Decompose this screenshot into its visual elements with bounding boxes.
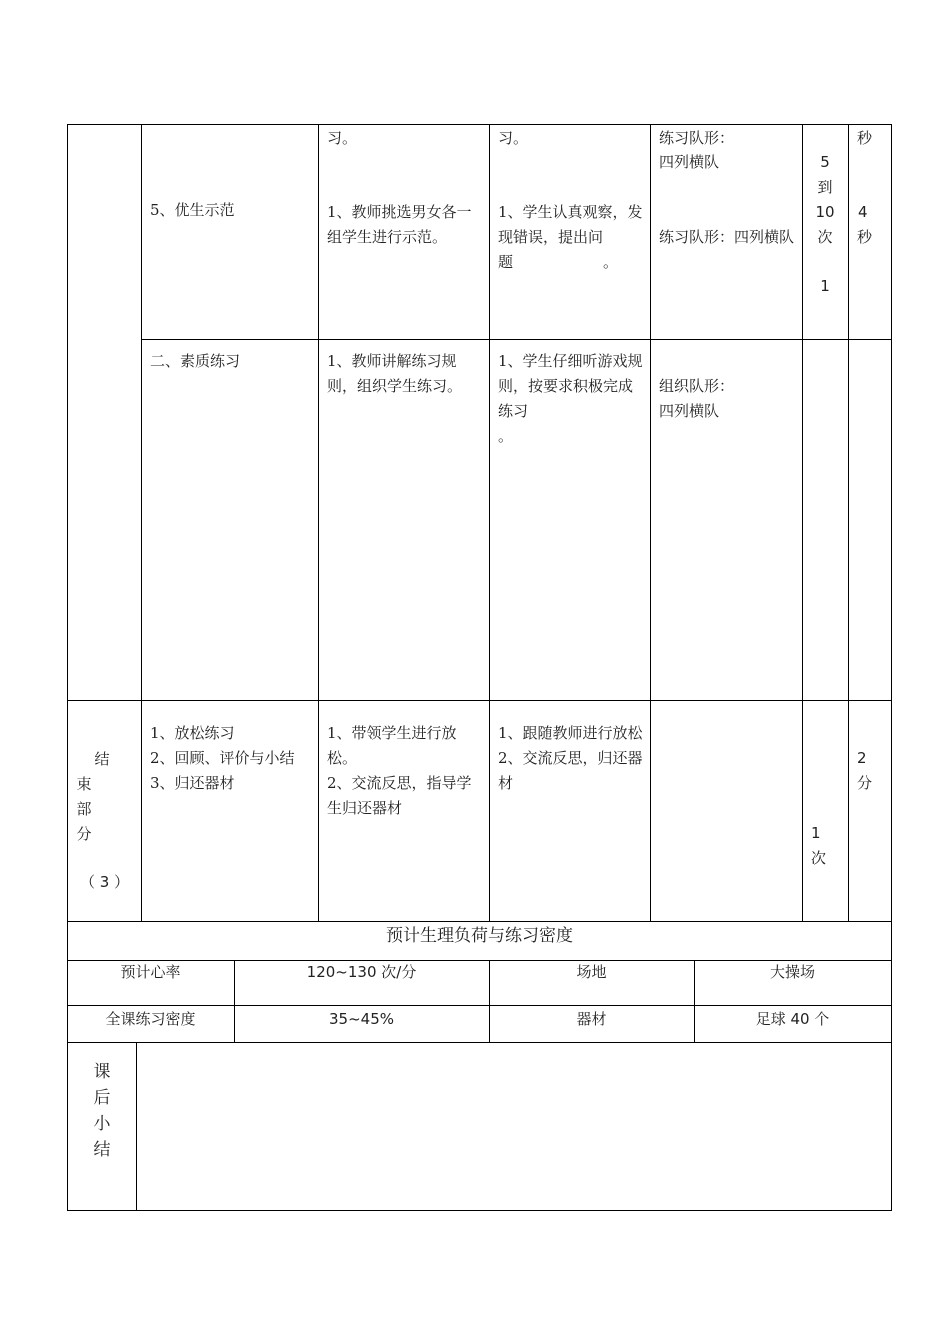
row2-formation-value: 四列横队 bbox=[659, 402, 720, 420]
load-table-title: 预计生理负荷与练习密度 bbox=[386, 926, 573, 946]
col-divider-6 bbox=[848, 124, 849, 921]
row3-count-b: 次 bbox=[811, 849, 827, 867]
row1-count-d: 次 bbox=[817, 228, 833, 246]
row1-formation: 练习队形：四列横队 bbox=[659, 228, 795, 246]
table-top-border bbox=[67, 124, 892, 125]
section-time: （ 3 ） bbox=[80, 873, 130, 891]
row1-teacher-top: 习。 bbox=[327, 129, 358, 147]
row2-student-end: 。 bbox=[498, 427, 514, 445]
row1-formation-top-value: 四列横队 bbox=[659, 153, 720, 171]
row2-bottom-border bbox=[67, 700, 892, 701]
row3-student: 1、跟随教师进行放松 2、交流反思，归还器材 bbox=[498, 724, 643, 792]
row2-student: 1、学生仔细听游戏规则，按要求积极完成练习 bbox=[498, 352, 643, 420]
row1-student: 1、学生认真观察，发现错误，提出问题 。 bbox=[498, 203, 643, 271]
venue-value: 大操场 bbox=[769, 963, 815, 981]
row1-teacher: 1、教师挑选男女各一组学生进行示范。 bbox=[327, 203, 472, 246]
section-char-2: 束 bbox=[76, 775, 92, 793]
row3-count-a: 1 bbox=[811, 824, 821, 842]
equipment-value: 足球 40 个 bbox=[755, 1010, 830, 1028]
section-char-1: 结 bbox=[94, 750, 110, 768]
row2-teacher: 1、教师讲解练习规则，组织学生练习。 bbox=[327, 352, 463, 395]
row1-time-a: 秒 bbox=[857, 129, 873, 147]
row2-formation-label: 组织队形： bbox=[659, 377, 735, 395]
heart-rate-value: 120~130 次/分 bbox=[306, 963, 417, 981]
col-divider-1 bbox=[141, 124, 142, 921]
row1-count-e: 1 bbox=[820, 277, 830, 295]
equipment-label: 器材 bbox=[576, 1010, 607, 1028]
row1-time-b: 4 bbox=[858, 203, 868, 221]
summary-char-2: 后 bbox=[93, 1088, 111, 1108]
row1-bottom-border bbox=[141, 339, 892, 340]
col-divider-4 bbox=[650, 124, 651, 921]
summary-content-area[interactable] bbox=[138, 1044, 890, 1209]
row2-content: 二、素质练习 bbox=[150, 352, 241, 370]
upper-table-bottom-border bbox=[67, 921, 892, 922]
summary-divider bbox=[136, 1042, 137, 1211]
venue-label: 场地 bbox=[576, 963, 607, 981]
summary-char-4: 结 bbox=[93, 1140, 111, 1160]
row3-teacher: 1、带领学生进行放松。 2、交流反思，指导学生归还器材 bbox=[327, 724, 472, 817]
section-char-4: 分 bbox=[76, 825, 92, 843]
row3-content: 1、放松练习 2、回顾、评价与小结 3、归还器材 bbox=[150, 724, 295, 792]
col-divider-3 bbox=[489, 124, 490, 921]
density-value: 35~45% bbox=[329, 1010, 394, 1028]
row1-count-b: 到 bbox=[817, 178, 833, 196]
row1-time-c: 秒 bbox=[857, 228, 873, 246]
col-divider-2 bbox=[318, 124, 319, 921]
row3-time-a: 2 bbox=[857, 749, 867, 767]
load-row1-bottom-border bbox=[67, 1005, 892, 1006]
summary-bottom-border bbox=[67, 1210, 892, 1211]
row1-count-c: 10 bbox=[815, 203, 835, 221]
row1-formation-top-label: 练习队形： bbox=[659, 129, 735, 147]
heart-rate-label: 预计心率 bbox=[120, 963, 181, 981]
table-right-border bbox=[891, 124, 892, 1211]
summary-char-3: 小 bbox=[93, 1114, 111, 1134]
row1-student-top: 习。 bbox=[498, 129, 529, 147]
row3-time-b: 分 bbox=[857, 774, 873, 792]
density-label: 全课练习密度 bbox=[105, 1010, 196, 1028]
section-char-3: 部 bbox=[76, 800, 92, 818]
row1-content: 5、优生示范 bbox=[150, 201, 235, 219]
table-left-border bbox=[67, 124, 68, 1211]
summary-char-1: 课 bbox=[93, 1062, 111, 1082]
load-row2-bottom-border bbox=[67, 1042, 892, 1043]
row1-count-a: 5 bbox=[820, 153, 830, 171]
